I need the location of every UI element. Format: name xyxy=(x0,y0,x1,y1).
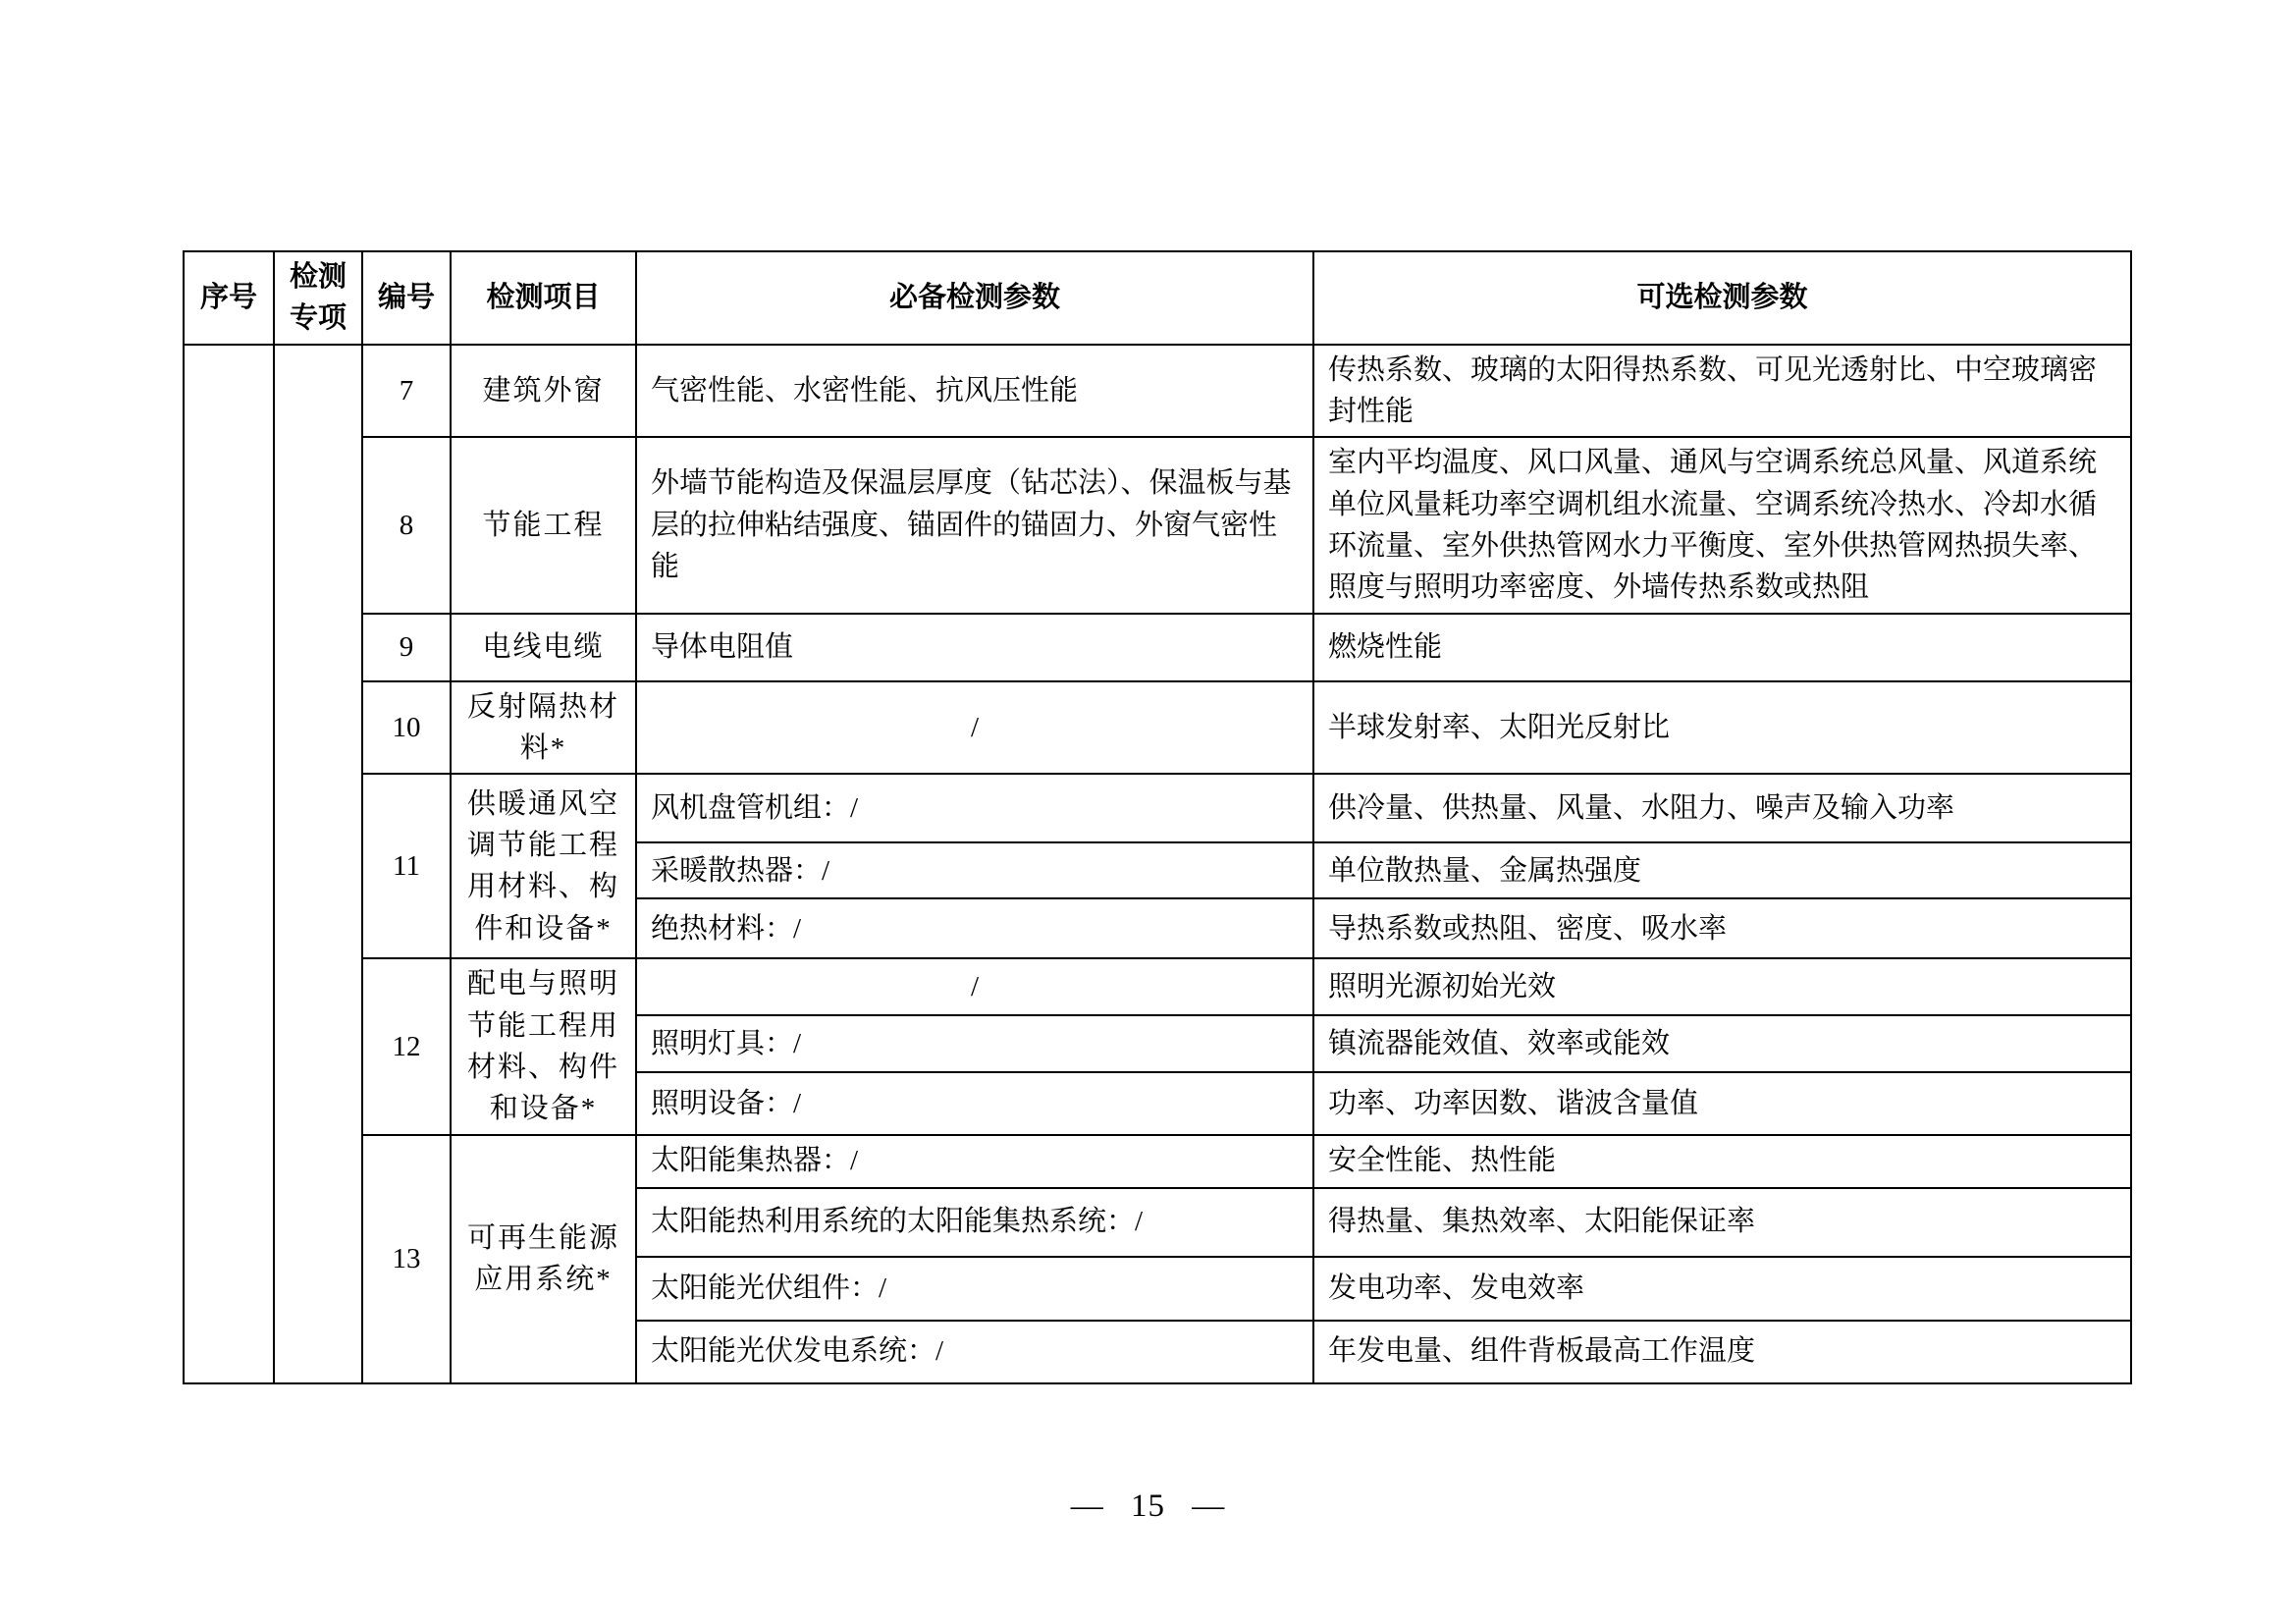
header-item-no: 编号 xyxy=(362,251,451,345)
required-params-cell: 照明设备：/ xyxy=(636,1072,1313,1134)
table-row xyxy=(184,614,2131,681)
table-row xyxy=(184,1135,2131,1188)
specialty-merged-cell xyxy=(274,345,362,1383)
required-params-cell: 气密性能、水密性能、抗风压性能 xyxy=(636,345,1313,438)
header-serial-no: 序号 xyxy=(184,251,274,345)
optional-params-cell: 发电功率、发电效率 xyxy=(1313,1257,2131,1321)
item-no-cell: 7 xyxy=(362,345,451,438)
page-number: — 15 — xyxy=(1070,1489,1226,1524)
item-name-cell: 电线电缆 xyxy=(451,614,636,681)
required-params-cell: 太阳能光伏发电系统：/ xyxy=(636,1321,1313,1383)
required-params-cell: 风机盘管机组：/ xyxy=(636,774,1313,842)
required-params-cell: 外墙节能构造及保温层厚度（钻芯法）、保温板与基层的拉伸粘结强度、锚固件的锚固力、外窗气密性能 xyxy=(636,437,1313,613)
item-no-cell: 13 xyxy=(362,1135,451,1383)
optional-params-cell: 得热量、集热效率、太阳能保证率 xyxy=(1313,1188,2131,1257)
required-params-cell: 采暖散热器：/ xyxy=(636,842,1313,898)
required-params-cell: 照明灯具：/ xyxy=(636,1015,1313,1072)
item-no-cell: 12 xyxy=(362,958,451,1134)
table-row xyxy=(184,437,2131,613)
required-params-cell: / xyxy=(636,681,1313,775)
item-name-cell: 供暖通风空调节能工程用材料、构件和设备* xyxy=(451,774,636,958)
item-name-cell: 可再生能源应用系统* xyxy=(451,1135,636,1383)
required-params-cell: / xyxy=(636,958,1313,1015)
header-required-parameters: 必备检测参数 xyxy=(636,251,1313,345)
optional-params-cell: 镇流器能效值、效率或能效 xyxy=(1313,1015,2131,1072)
inspection-parameters-table xyxy=(183,250,2132,1384)
serial-no-merged-cell xyxy=(184,345,274,1383)
optional-params-cell: 照明光源初始光效 xyxy=(1313,958,2131,1015)
optional-params-cell: 安全性能、热性能 xyxy=(1313,1135,2131,1188)
item-no-cell: 11 xyxy=(362,774,451,958)
required-params-cell: 导体电阻值 xyxy=(636,614,1313,681)
table-row xyxy=(184,681,2131,775)
optional-params-cell: 导热系数或热阻、密度、吸水率 xyxy=(1313,898,2131,958)
item-no-cell: 8 xyxy=(362,437,451,613)
optional-params-cell: 室内平均温度、风口风量、通风与空调系统总风量、风道系统单位风量耗功率空调机组水流量、空调系统冷热水、冷却水循环流量、室外供热管网水力平衡度、室外供热管网热损失率、照度与照明功率密度、外墙传热系数或热阻 xyxy=(1313,437,2131,613)
header-inspection-item: 检测项目 xyxy=(451,251,636,345)
header-inspection-specialty: 检测专项 xyxy=(274,251,362,345)
table-row xyxy=(184,958,2131,1015)
item-no-cell: 9 xyxy=(362,614,451,681)
optional-params-cell: 燃烧性能 xyxy=(1313,614,2131,681)
table-row xyxy=(184,345,2131,438)
optional-params-cell: 功率、功率因数、谐波含量值 xyxy=(1313,1072,2131,1134)
item-name-cell: 配电与照明节能工程用材料、构件和设备* xyxy=(451,958,636,1134)
table-header-row xyxy=(184,251,2131,345)
required-params-cell: 太阳能光伏组件：/ xyxy=(636,1257,1313,1321)
optional-params-cell: 单位散热量、金属热强度 xyxy=(1313,842,2131,898)
required-params-cell: 太阳能集热器：/ xyxy=(636,1135,1313,1188)
optional-params-cell: 年发电量、组件背板最高工作温度 xyxy=(1313,1321,2131,1383)
item-name-cell: 反射隔热材料* xyxy=(451,681,636,775)
item-no-cell: 10 xyxy=(362,681,451,775)
optional-params-cell: 半球发射率、太阳光反射比 xyxy=(1313,681,2131,775)
table-row xyxy=(184,774,2131,842)
optional-params-cell: 供冷量、供热量、风量、水阻力、噪声及输入功率 xyxy=(1313,774,2131,842)
header-optional-parameters: 可选检测参数 xyxy=(1313,251,2131,345)
item-name-cell: 建筑外窗 xyxy=(451,345,636,438)
item-name-cell: 节能工程 xyxy=(451,437,636,613)
optional-params-cell: 传热系数、玻璃的太阳得热系数、可见光透射比、中空玻璃密封性能 xyxy=(1313,345,2131,438)
required-params-cell: 太阳能热利用系统的太阳能集热系统：/ xyxy=(636,1188,1313,1257)
required-params-cell: 绝热材料：/ xyxy=(636,898,1313,958)
